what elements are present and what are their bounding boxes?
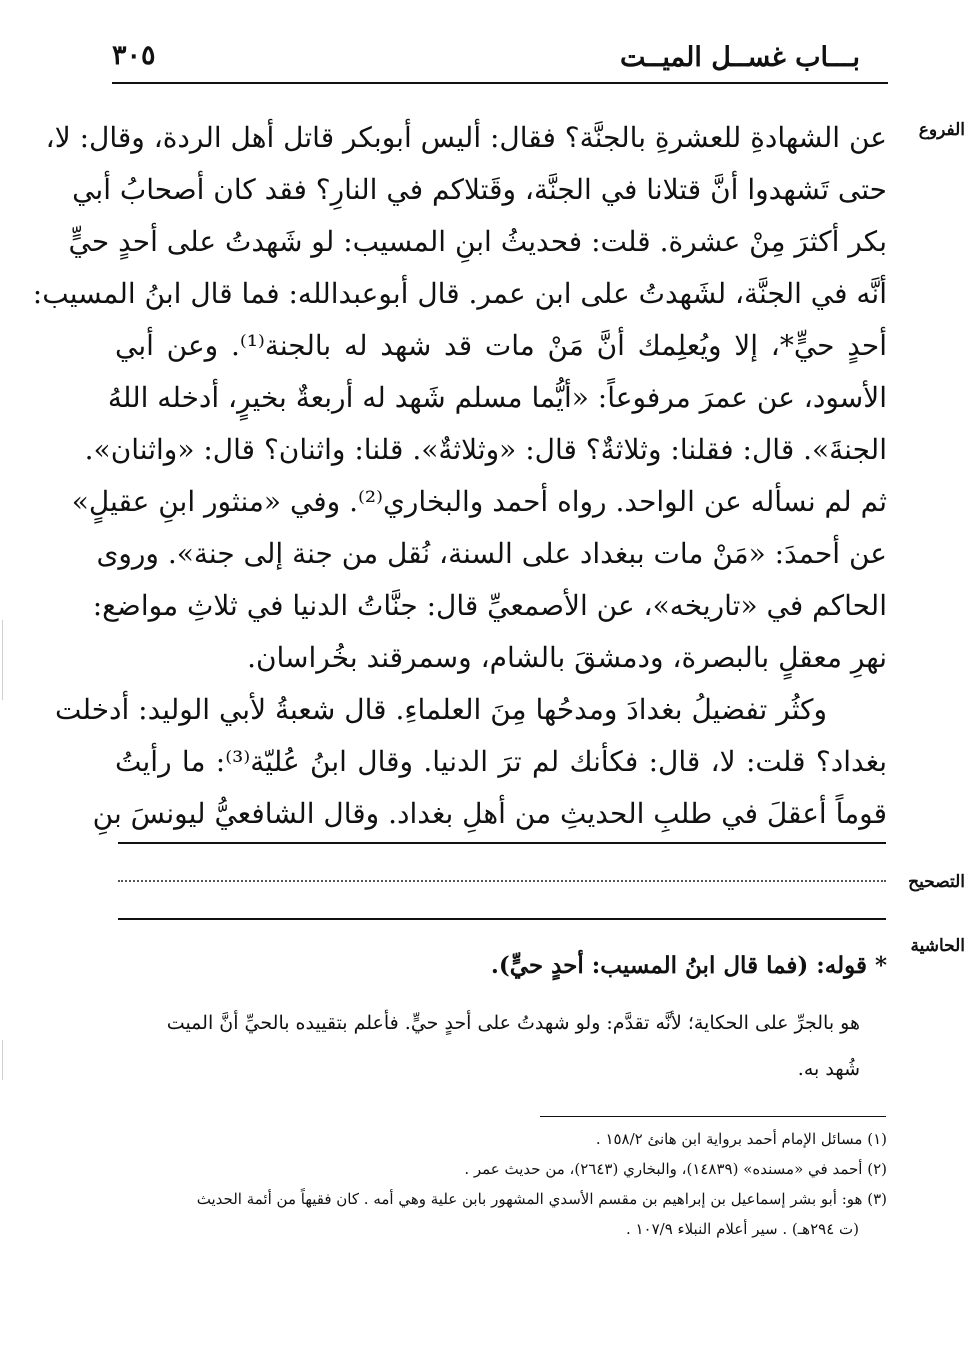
body-line: وكثُر تفضيلُ بغدادَ ومدحُها مِنَ العلماءِ. قال شعبةُ لأبي الوليد: أدخلت — [54, 693, 827, 726]
hashiya-line: هو بالجرِّ على الحكاية؛ لأنَّه تقدَّم: ولو شهدتُ على أحدٍ حيٍّ. فأعلم بتقييده بالحيِّ أنَّ الميت — [166, 1012, 860, 1034]
body-line: الجنةَ». قال: فقلنا: وثلاثةٌ؟ قال: «وثلاثةٌ». قلنا: واثنان؟ قال: «واثنان». — [84, 433, 887, 466]
body-line: بكر أكثرَ مِنْ عشرة. قلت: فحديثُ ابنِ المسيب: لو شَهدتُ على أحدٍ حيٍّ — [68, 225, 887, 258]
scan-edge-mark — [2, 1040, 3, 1080]
body-line: نهرِ معقلٍ بالبصرة، ودمشقَ بالشام، وسمرقند بخُراسان. — [247, 641, 887, 674]
body-line: عن الشهادةِ للعشرةِ بالجنَّة؟ فقال: أليس أبوبكر قاتل أهل الردة، وقال: لا، — [45, 121, 887, 154]
footnote-continuation: (ت ٢٩٤هـ) . سير أعلام النبلاء ١٠٧/٩ . — [625, 1220, 859, 1238]
main-text — [32, 112, 888, 840]
body-line: أحدٍ حيٍّ*، إلا ويُعلِمك أنَّ مَنْ مات قد شهد له بالجنة⁽¹⁾. وعن أبي — [115, 329, 887, 362]
body-line: بغداد؟ قلت: لا، قال: فكأنك لم ترَ الدنيا. وقال ابنُ عُليّة⁽³⁾: ما رأيتُ — [115, 745, 888, 778]
running-header-title: بـــاب غســل الميــت — [620, 42, 860, 73]
body-line: قوماً أعقلَ في طلبِ الحديثِ من أهلِ بغداد. وقال الشافعيُّ ليونسَ بنِ — [92, 797, 887, 830]
footnotes — [107, 1124, 887, 1244]
body-line: أنَّه في الجنَّة، لشَهدتُ على ابن عمر. قال أبوعبدالله: فما قال ابنُ المسيب: — [32, 277, 887, 310]
hashiya-line: شُهد به. — [797, 1058, 860, 1080]
sidenote-tashih: التصحيح — [908, 872, 965, 892]
footnote: (٢) أحمد في «مسنده» (١٤٨٣٩)، والبخاري (٢٦٤٣)، من حديث عمر . — [464, 1160, 887, 1178]
hashiya-heading: * قوله: (فما قال ابنُ المسيب: أحدٍ حيٍّ). — [490, 952, 887, 979]
body-line: عن أحمدَ: «مَنْ مات ببغداد على السنة، نُقل من جنة إلى جنة». وروى — [96, 537, 887, 570]
body-line: الحاكم في «تاريخه»، عن الأصمعيِّ قال: جنَّاتُ الدنيا في ثلاثِ مواضع: — [92, 589, 887, 622]
section-rule — [118, 842, 886, 844]
footnote: (١) مسائل الإمام أحمد برواية ابن هانئ ١٥٨/٢ . — [595, 1130, 887, 1148]
footnote: (٣) هو: أبو بشر إسماعيل بن إبراهيم بن مقسم الأسدي المشهور بابن علية وهي أمه . كان فقيهاً من أئمة الحديث — [196, 1190, 887, 1208]
tashih-dotted-line — [118, 880, 886, 882]
sidenote-furu: الفروع — [918, 120, 965, 140]
footnote-rule — [540, 1116, 886, 1117]
body-line: حتى تَشهدوا أنَّ قتلانا في الجنَّة، وقَتلاكم في النارِ؟ فقد كان أصحابُ أبي — [72, 173, 887, 206]
hashiya-text — [120, 1000, 860, 1092]
section-rule — [118, 918, 886, 920]
body-line: ثم لم نسأله عن الواحد. رواه أحمد والبخاري⁽²⁾. وفي «منثور ابنِ عقيلٍ» — [71, 485, 887, 518]
scan-edge-mark — [2, 620, 3, 700]
header-rule — [112, 82, 888, 84]
page-number: ٣٠٥ — [112, 40, 156, 71]
body-line: الأسود، عن عمرَ مرفوعاً: «أيُّما مسلم شَهد له أربعةٌ بخيرٍ، أدخله اللهُ — [107, 381, 887, 414]
sidenote-hashiya: الحاشية — [910, 936, 965, 956]
